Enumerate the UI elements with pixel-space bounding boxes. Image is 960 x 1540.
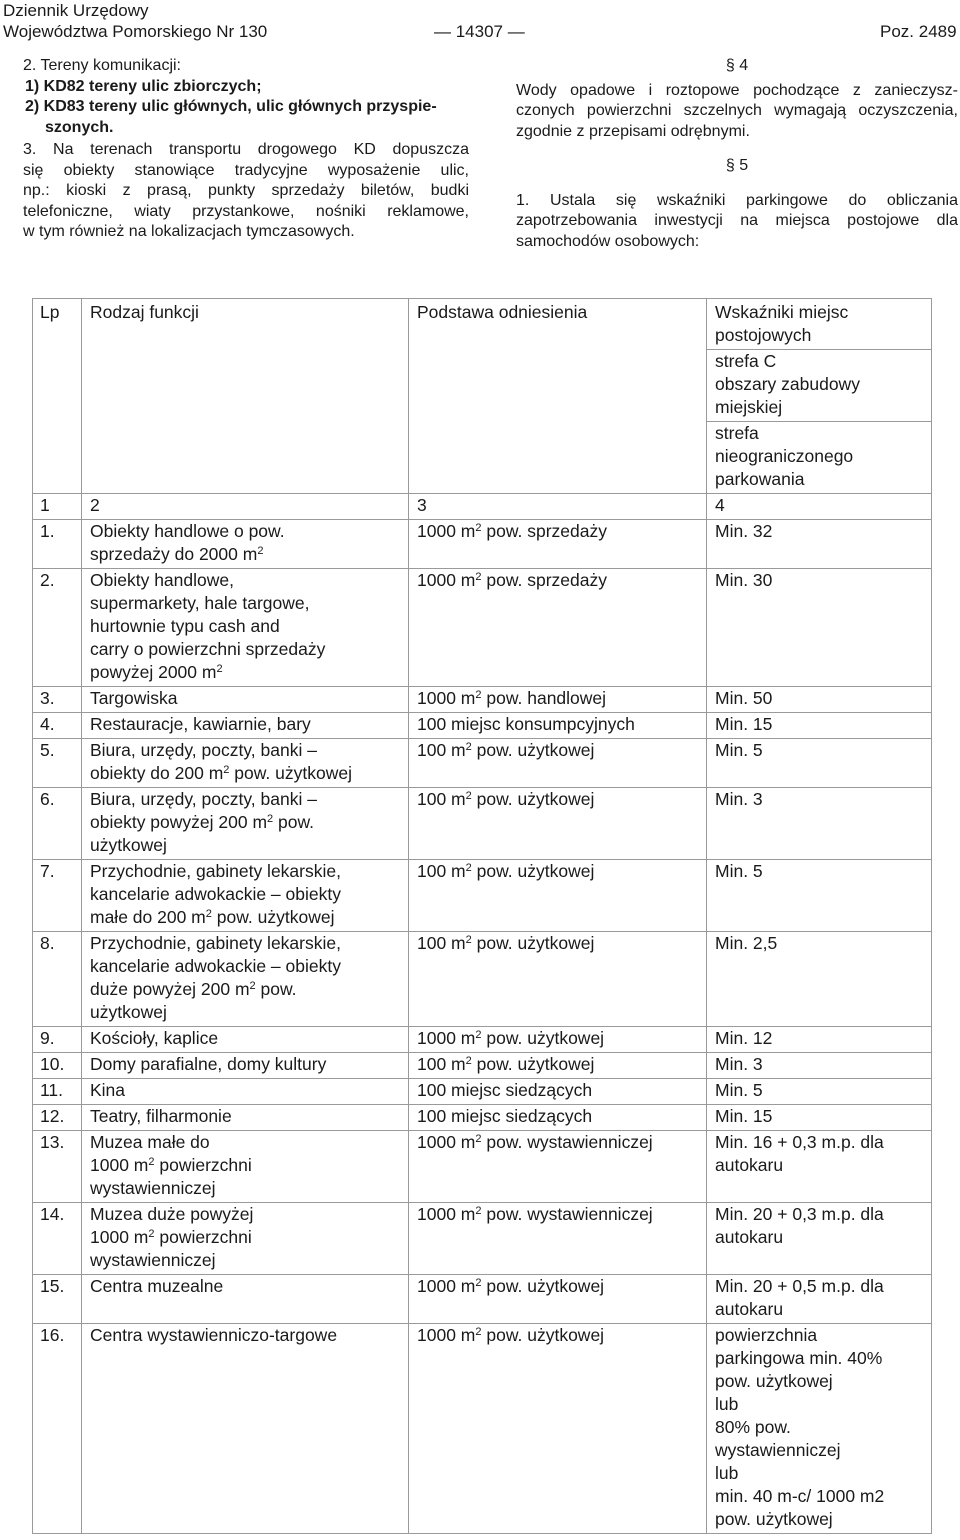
row-indicator <box>707 1324 932 1534</box>
row-function <box>82 739 409 788</box>
row-basis-line: 1000 $m^2$ pow. wystawienniczej <box>417 1204 653 1224</box>
row-indicator-line: Min. 30 <box>715 570 773 590</box>
header-zone-line: miejskiej <box>715 397 783 417</box>
row-basis-line: 1000 $m^2$ pow. użytkowej <box>417 1276 605 1296</box>
row-function-line: supermarkety, hale targowe, <box>90 593 310 613</box>
row-function-line: wystawienniczej <box>90 1178 216 1198</box>
row-basis <box>409 932 707 1027</box>
row-function-line: obiekty do 200 $m^2$ pow. użytkowej <box>90 763 352 783</box>
table-row <box>33 1053 932 1079</box>
item-3-line: telefoniczne, wiaty przystankowe, nośniki reklamowe, <box>23 202 469 220</box>
row-lp: 10. <box>33 1053 82 1079</box>
header-indicator <box>707 299 932 350</box>
row-indicator-line: lub <box>715 1463 739 1483</box>
row-function <box>82 1131 409 1203</box>
row-basis <box>409 520 707 569</box>
row-lp: 2. <box>33 569 82 687</box>
row-function-line: małe do 200 $m^2$ pow. użytkowej <box>90 907 335 927</box>
row-lp: 11. <box>33 1079 82 1105</box>
row-indicator-line: Min. 3 <box>715 789 763 809</box>
row-indicator-line: wystawienniczej <box>715 1440 841 1460</box>
row-basis <box>409 1131 707 1203</box>
row-function-line: 1000 $m^2$ powierzchni <box>90 1155 252 1175</box>
row-basis <box>409 788 707 860</box>
numbering-cell: 3 <box>409 494 707 520</box>
row-basis <box>409 713 707 739</box>
row-basis-line: 1000 $m^2$ pow. sprzedaży <box>417 570 607 590</box>
row-basis <box>409 1105 707 1131</box>
row-lp: 16. <box>33 1324 82 1534</box>
row-lp: 15. <box>33 1275 82 1324</box>
header-subzone-line: strefa <box>715 423 759 443</box>
row-function <box>82 1324 409 1534</box>
header-zone <box>707 350 932 422</box>
row-basis-line: 1000 $m^2$ pow. użytkowej <box>417 1028 605 1048</box>
journal-title <box>3 0 267 42</box>
row-basis-line: 1000 $m^2$ pow. sprzedaży <box>417 521 607 541</box>
row-lp: 9. <box>33 1027 82 1053</box>
row-indicator <box>707 932 932 1027</box>
numbering-cell: 2 <box>82 494 409 520</box>
header-basis: Podstawa odniesienia <box>409 299 707 494</box>
row-basis <box>409 1324 707 1534</box>
row-function-line: Restauracje, kawiarnie, bary <box>90 714 311 734</box>
row-function-line: Biura, urzędy, poczty, banki – <box>90 789 317 809</box>
row-function-line: Kościoły, kaplice <box>90 1028 219 1048</box>
row-function <box>82 1203 409 1275</box>
table-row <box>33 1203 932 1275</box>
row-indicator-line: pow. użytkowej <box>715 1371 833 1391</box>
row-basis-line: 100 $m^2$ pow. użytkowej <box>417 933 595 953</box>
row-function-line: Domy parafialne, domy kultury <box>90 1054 327 1074</box>
row-function-line: Centra wystawienniczo-targowe <box>90 1325 338 1345</box>
left-column <box>23 56 469 243</box>
item-2-sub-2-cont: szonych. <box>45 118 114 136</box>
position-number: Poz. 2489 <box>880 22 957 41</box>
row-function-line: wystawienniczej <box>90 1250 216 1270</box>
row-basis-line: 100 $m^2$ pow. użytkowej <box>417 740 595 760</box>
row-basis-line: 1000 $m^2$ pow. wystawienniczej <box>417 1132 653 1152</box>
row-function <box>82 860 409 932</box>
table-row <box>33 1105 932 1131</box>
row-basis <box>409 1053 707 1079</box>
row-lp: 1. <box>33 520 82 569</box>
row-basis-line: 100 $m^2$ pow. użytkowej <box>417 1054 595 1074</box>
table-row <box>33 520 932 569</box>
row-indicator <box>707 687 932 713</box>
item-2-title: 2. Tereny komunikacji: <box>23 57 181 74</box>
numbering-cell: 4 <box>707 494 932 520</box>
header-function: Rodzaj funkcji <box>82 299 409 494</box>
row-basis-line: 100 $m^2$ pow. użytkowej <box>417 789 595 809</box>
row-basis <box>409 569 707 687</box>
row-basis-line: 1000 $m^2$ pow. użytkowej <box>417 1325 605 1345</box>
item-3-line: np.: kioski z prasą, punkty sprzedaży biletów, budki <box>23 182 469 199</box>
table-row <box>33 1275 932 1324</box>
row-basis <box>409 687 707 713</box>
row-indicator-line: autokaru <box>715 1299 784 1319</box>
row-function-line: Muzea małe do <box>90 1132 210 1152</box>
row-basis <box>409 1203 707 1275</box>
row-function-line: Muzea duże powyżej <box>90 1204 254 1224</box>
section-5-paragraph <box>516 191 958 253</box>
row-indicator-line: Min. 5 <box>715 1080 763 1100</box>
table-header-row <box>33 299 932 350</box>
header-indicator-line: Wskaźniki miejsc <box>715 302 849 322</box>
row-basis <box>409 739 707 788</box>
row-indicator-line: Min. 15 <box>715 1106 773 1126</box>
row-function-line: sprzedaży do 2000 $m^2$ <box>90 544 264 564</box>
row-function-line: Targowiska <box>90 688 178 708</box>
row-function-line: obiekty powyżej 200 $m^2$ pow. <box>90 812 315 832</box>
header-zone-line: strefa C <box>715 351 777 371</box>
row-function <box>82 932 409 1027</box>
row-indicator <box>707 1275 932 1324</box>
row-indicator <box>707 1131 932 1203</box>
item-3-line: 3. Na terenach transportu drogowego KD dopuszcza <box>23 141 469 158</box>
row-function-line: użytkowej <box>90 835 167 855</box>
table-row <box>33 1027 932 1053</box>
table-row <box>33 687 932 713</box>
row-indicator-line: Min. 2,5 <box>715 933 778 953</box>
table-row <box>33 1324 932 1534</box>
row-indicator-line: Min. 5 <box>715 740 763 760</box>
table-numbering-row <box>33 494 932 520</box>
row-indicator <box>707 1027 932 1053</box>
table-row <box>33 1131 932 1203</box>
header-indicator-line: postojowych <box>715 325 812 345</box>
table-row <box>33 713 932 739</box>
row-indicator-line: parkingowa min. 40% <box>715 1348 883 1368</box>
row-function-line: hurtownie typu cash and <box>90 616 280 636</box>
parking-indicators-table <box>32 298 932 1534</box>
item-2-sub-1: 1) KD82 tereny ulic zbiorczych; <box>25 77 262 95</box>
section-5-line: zapotrzebowania inwestycji na miejsca postojowe dla <box>516 212 958 229</box>
row-indicator <box>707 739 932 788</box>
row-indicator <box>707 788 932 860</box>
row-indicator-line: Min. 20 + 0,3 m.p. dla <box>715 1204 884 1224</box>
row-function-line: Biura, urzędy, poczty, banki – <box>90 740 317 760</box>
row-lp: 6. <box>33 788 82 860</box>
item-3-paragraph <box>23 140 469 243</box>
row-indicator-line: Min. 5 <box>715 861 763 881</box>
table-row <box>33 569 932 687</box>
row-indicator <box>707 1105 932 1131</box>
row-function-line: kancelarie adwokackie – obiekty <box>90 956 341 976</box>
section-4-line: zgodnie z przepisami odrębnymi. <box>516 122 750 140</box>
row-lp: 14. <box>33 1203 82 1275</box>
row-function-line: duże powyżej 200 $m^2$ pow. <box>90 979 297 999</box>
journal-title-line2: Województwa Pomorskiego Nr 130 <box>3 22 268 41</box>
row-basis-line: 100 miejsc konsumpcyjnych <box>417 714 635 734</box>
row-function <box>82 788 409 860</box>
section-5-heading: § 5 <box>725 157 749 174</box>
section-5-line: 1. Ustala się wskaźniki parkingowe do obliczania <box>516 191 958 209</box>
row-basis <box>409 1275 707 1324</box>
row-function <box>82 520 409 569</box>
row-indicator-line: min. 40 m-c/ 1000 m2 <box>715 1486 885 1506</box>
row-function <box>82 1105 409 1131</box>
row-indicator <box>707 1053 932 1079</box>
row-function-line: kancelarie adwokackie – obiekty <box>90 884 341 904</box>
row-indicator <box>707 1203 932 1275</box>
table-row <box>33 739 932 788</box>
row-indicator-line: 80% pow. <box>715 1417 791 1437</box>
row-basis-line: 100 miejsc siedzących <box>417 1106 593 1126</box>
row-function <box>82 1027 409 1053</box>
table-row <box>33 788 932 860</box>
row-function-line: Przychodnie, gabinety lekarskie, <box>90 861 341 881</box>
row-function <box>82 1053 409 1079</box>
row-function-line: carry o powierzchni sprzedaży <box>90 639 326 659</box>
row-indicator-line: powierzchnia <box>715 1325 818 1345</box>
row-indicator-line: lub <box>715 1394 739 1414</box>
row-function-line: powyżej 2000 $m^2$ <box>90 662 223 682</box>
row-basis-line: 1000 $m^2$ pow. handlowej <box>417 688 607 708</box>
row-function <box>82 1079 409 1105</box>
row-indicator <box>707 860 932 932</box>
journal-title-line1: Dziennik Urzędowy <box>3 1 149 20</box>
right-column <box>516 56 958 252</box>
row-function-line: 1000 $m^2$ powierzchni <box>90 1227 252 1247</box>
row-lp: 7. <box>33 860 82 932</box>
row-indicator-line: pow. użytkowej <box>715 1509 833 1529</box>
item-3-line: się obiekty stanowiące tradycyjne wyposażenie ulic, <box>23 161 469 179</box>
row-function <box>82 569 409 687</box>
row-indicator-line: Min. 3 <box>715 1054 763 1074</box>
row-lp: 12. <box>33 1105 82 1131</box>
row-function-line: użytkowej <box>90 1002 167 1022</box>
row-basis-line: 100 miejsc siedzących <box>417 1080 593 1100</box>
row-indicator-line: autokaru <box>715 1155 784 1175</box>
row-indicator-line: Min. 12 <box>715 1028 773 1048</box>
row-indicator <box>707 1079 932 1105</box>
row-basis <box>409 1027 707 1053</box>
row-indicator-line: Min. 20 + 0,5 m.p. dla <box>715 1276 884 1296</box>
row-indicator-line: autokaru <box>715 1227 784 1247</box>
row-indicator-line: Min. 15 <box>715 714 773 734</box>
header-subzone-line: parkowania <box>715 469 805 489</box>
numbering-cell: 1 <box>33 494 82 520</box>
row-lp: 3. <box>33 687 82 713</box>
row-lp: 13. <box>33 1131 82 1203</box>
header-subzone <box>707 422 932 494</box>
row-indicator-line: Min. 50 <box>715 688 773 708</box>
row-indicator-line: Min. 16 + 0,3 m.p. dla <box>715 1132 884 1152</box>
row-function-line: Teatry, filharmonie <box>90 1106 232 1126</box>
table-row <box>33 860 932 932</box>
row-indicator <box>707 569 932 687</box>
section-4-heading: § 4 <box>725 57 749 74</box>
header-lp: Lp <box>33 299 82 494</box>
row-lp: 5. <box>33 739 82 788</box>
row-function-line: Przychodnie, gabinety lekarskie, <box>90 933 341 953</box>
section-5-line: samochodów osobowych: <box>516 232 700 250</box>
row-lp: 8. <box>33 932 82 1027</box>
row-function <box>82 1275 409 1324</box>
section-4-paragraph <box>516 81 958 143</box>
row-function <box>82 713 409 739</box>
row-lp: 4. <box>33 713 82 739</box>
row-indicator <box>707 520 932 569</box>
row-function-line: Obiekty handlowe, <box>90 570 234 590</box>
row-function-line: Obiekty handlowe o pow. <box>90 521 285 541</box>
row-function-line: Kina <box>90 1080 126 1100</box>
table-row <box>33 1079 932 1105</box>
row-basis-line: 100 $m^2$ pow. użytkowej <box>417 861 595 881</box>
header-zone-line: obszary zabudowy <box>715 374 860 394</box>
row-function-line: Centra muzealne <box>90 1276 224 1296</box>
row-indicator <box>707 713 932 739</box>
item-2-sub-2: 2) KD83 tereny ulic głównych, ulic głównych przyspie- <box>25 98 437 115</box>
row-basis <box>409 860 707 932</box>
row-indicator-line: Min. 32 <box>715 521 773 541</box>
page-number: — 14307 — <box>434 22 525 41</box>
item-3-line: w tym również na lokalizacjach tymczasowych. <box>23 223 355 240</box>
header-subzone-line: nieograniczonego <box>715 446 854 466</box>
section-4-line: Wody opadowe i roztopowe pochodzące z zanieczysz- <box>516 81 958 99</box>
table-row <box>33 932 932 1027</box>
row-basis <box>409 1079 707 1105</box>
row-function <box>82 687 409 713</box>
section-4-line: czonych powierzchni szczelnych wymagają oczyszczenia, <box>516 102 958 119</box>
